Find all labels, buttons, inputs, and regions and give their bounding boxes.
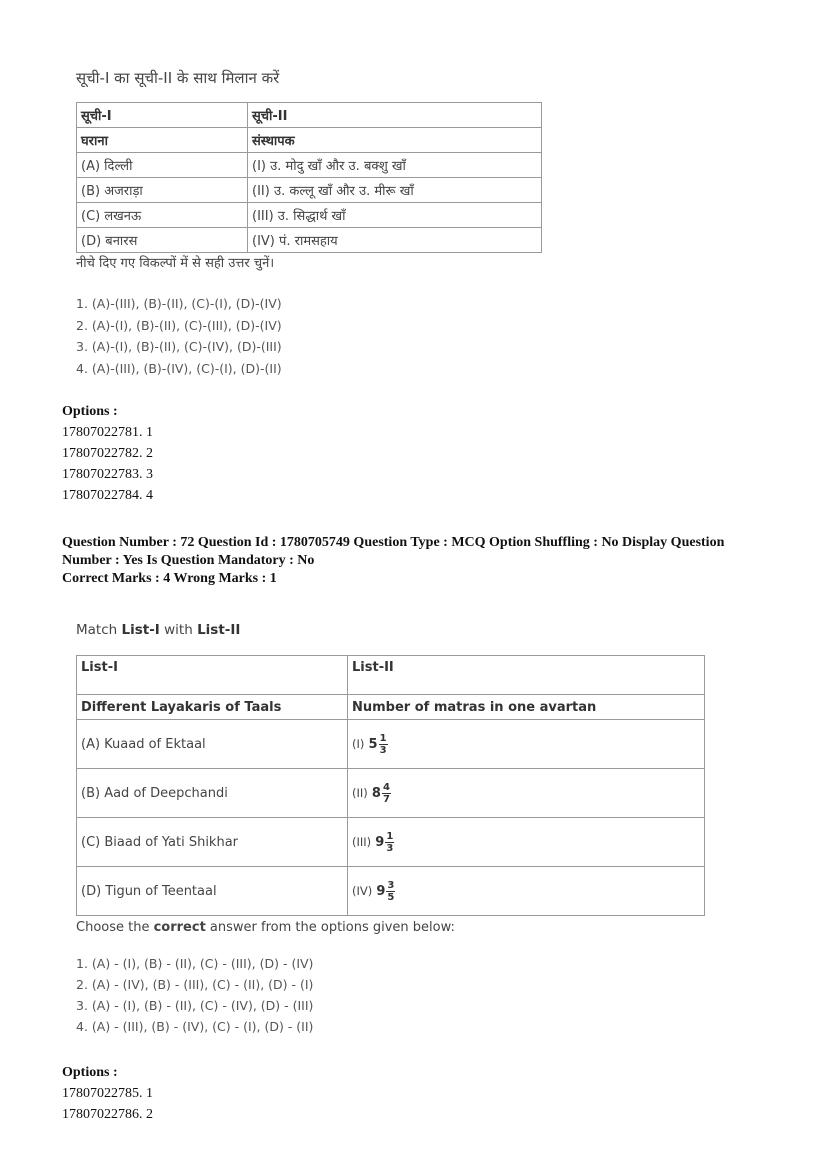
table-cell: (II) उ. कल्लू खाँ और उ. मीरू खाँ bbox=[248, 178, 542, 203]
fraction-numerator: 1 bbox=[379, 732, 387, 744]
roman-numeral: (IV) bbox=[352, 883, 373, 898]
fraction-numerator: 1 bbox=[386, 830, 394, 842]
fraction-denominator: 5 bbox=[387, 891, 395, 903]
table-row bbox=[77, 178, 542, 203]
options-label: Options : bbox=[62, 404, 118, 419]
table-header-row bbox=[77, 103, 542, 128]
table-cell bbox=[348, 720, 705, 769]
instruction-part: Choose the bbox=[76, 920, 154, 935]
fraction bbox=[385, 831, 394, 854]
table-cell bbox=[348, 867, 705, 916]
table-header-row bbox=[77, 656, 705, 695]
table-cell bbox=[348, 769, 705, 818]
heading-text: Match bbox=[76, 622, 122, 638]
option-item[interactable]: 17807022784. 4 bbox=[62, 488, 153, 503]
roman-numeral: (III) bbox=[352, 834, 372, 849]
table-cell: (D) Tigun of Teentaal bbox=[77, 867, 348, 916]
fraction-denominator: 3 bbox=[386, 842, 394, 854]
fraction-whole: 9 bbox=[375, 834, 385, 850]
instruction-part: answer from the options given below: bbox=[205, 920, 455, 935]
options-block-2 bbox=[62, 1062, 153, 1125]
fraction bbox=[386, 880, 395, 903]
table-row bbox=[77, 720, 705, 769]
option-item[interactable]: 17807022785. 1 bbox=[62, 1086, 153, 1101]
table-cell: (D) बनारस bbox=[77, 228, 248, 253]
table-cell: (III) उ. सिद्धार्थ खाँ bbox=[248, 203, 542, 228]
table-cell: सूची-II bbox=[248, 103, 542, 128]
table-cell: (C) लखनऊ bbox=[77, 203, 248, 228]
match-table bbox=[76, 102, 542, 253]
fraction bbox=[382, 782, 391, 805]
table-cell: (B) Aad of Deepchandi bbox=[77, 769, 348, 818]
choice-item: 2. (A) - (IV), (B) - (III), (C) - (II), (D) - (I) bbox=[76, 977, 314, 992]
table-subheader-row bbox=[77, 128, 542, 153]
fraction-numerator: 4 bbox=[382, 781, 390, 793]
heading-list1: List-I bbox=[121, 622, 160, 638]
table-subheader-row bbox=[77, 695, 705, 720]
question-heading: सूची-I का सूची-II के साथ मिलान करें bbox=[76, 69, 280, 87]
table-cell: Number of matras in one avartan bbox=[348, 695, 705, 720]
fraction-whole: 5 bbox=[368, 736, 378, 752]
choice-item: 4. (A) - (III), (B) - (IV), (C) - (I), (D) - (II) bbox=[76, 1019, 314, 1034]
table-cell bbox=[348, 818, 705, 867]
option-item[interactable]: 17807022786. 2 bbox=[62, 1107, 153, 1122]
table-row bbox=[77, 228, 542, 253]
instruction-bold: correct bbox=[153, 920, 206, 935]
question-71-image bbox=[76, 68, 546, 379]
choice-list bbox=[76, 953, 716, 1037]
meta-line: Question Number : 72 Question Id : 1780705749 Question Type : MCQ Option Shuffling : No Display Question bbox=[62, 535, 725, 550]
table-row bbox=[77, 867, 705, 916]
table-cell: (IV) पं. रामसहाय bbox=[248, 228, 542, 253]
match-table bbox=[76, 655, 705, 916]
fraction-whole: 9 bbox=[376, 883, 386, 899]
options-block-1 bbox=[62, 401, 153, 506]
table-row bbox=[77, 153, 542, 178]
table-row bbox=[77, 818, 705, 867]
table-cell: List-II bbox=[348, 656, 705, 695]
fraction-numerator: 3 bbox=[387, 879, 395, 891]
fraction bbox=[379, 733, 388, 756]
choice-item: 1. (A) - (I), (B) - (II), (C) - (III), (D) - (IV) bbox=[76, 956, 314, 971]
question-72-image bbox=[76, 622, 716, 1037]
question-meta bbox=[62, 534, 762, 588]
table-cell: सूची-I bbox=[77, 103, 248, 128]
table-cell: (A) दिल्ली bbox=[77, 153, 248, 178]
question-heading bbox=[76, 622, 716, 638]
fraction-whole: 8 bbox=[371, 785, 381, 801]
roman-numeral: (I) bbox=[352, 736, 365, 751]
choice-item: 4. (A)-(III), (B)-(IV), (C)-(I), (D)-(II) bbox=[76, 360, 282, 376]
table-cell: (C) Biaad of Yati Shikhar bbox=[77, 818, 348, 867]
option-item[interactable]: 17807022783. 3 bbox=[62, 467, 153, 482]
option-item[interactable]: 17807022782. 2 bbox=[62, 446, 153, 461]
choice-item: 2. (A)-(I), (B)-(II), (C)-(III), (D)-(IV) bbox=[76, 317, 282, 333]
roman-numeral: (II) bbox=[352, 785, 368, 800]
table-cell: संस्थापक bbox=[248, 128, 542, 153]
table-row bbox=[77, 203, 542, 228]
table-cell: घराना bbox=[77, 128, 248, 153]
choice-item: 3. (A) - (I), (B) - (II), (C) - (IV), (D) - (III) bbox=[76, 998, 314, 1013]
choice-item: 1. (A)-(III), (B)-(II), (C)-(I), (D)-(IV) bbox=[76, 296, 282, 311]
heading-text: with bbox=[159, 622, 198, 638]
table-cell: List-I bbox=[77, 656, 348, 695]
table-cell: (A) Kuaad of Ektaal bbox=[77, 720, 348, 769]
instruction-text bbox=[76, 920, 716, 935]
table-cell: Different Layakaris of Taals bbox=[77, 695, 348, 720]
marks-line: Correct Marks : 4 Wrong Marks : 1 bbox=[62, 571, 277, 586]
fraction-denominator: 3 bbox=[379, 744, 387, 756]
instruction-text: नीचे दिए गए विकल्पों में से सही उत्तर चुनें। bbox=[76, 256, 275, 271]
fraction-denominator: 7 bbox=[382, 793, 390, 805]
meta-line: Number : Yes Is Question Mandatory : No bbox=[62, 553, 315, 568]
table-row bbox=[77, 769, 705, 818]
option-item[interactable]: 17807022781. 1 bbox=[62, 425, 153, 440]
table-cell: (B) अजराड़ा bbox=[77, 178, 248, 203]
choice-item: 3. (A)-(I), (B)-(II), (C)-(IV), (D)-(III) bbox=[76, 339, 282, 354]
choice-list bbox=[76, 293, 546, 379]
heading-list2: List-II bbox=[197, 622, 241, 638]
options-label: Options : bbox=[62, 1065, 118, 1080]
table-cell: (I) उ. मोदु खाँ और उ. बक्शु खाँ bbox=[248, 153, 542, 178]
